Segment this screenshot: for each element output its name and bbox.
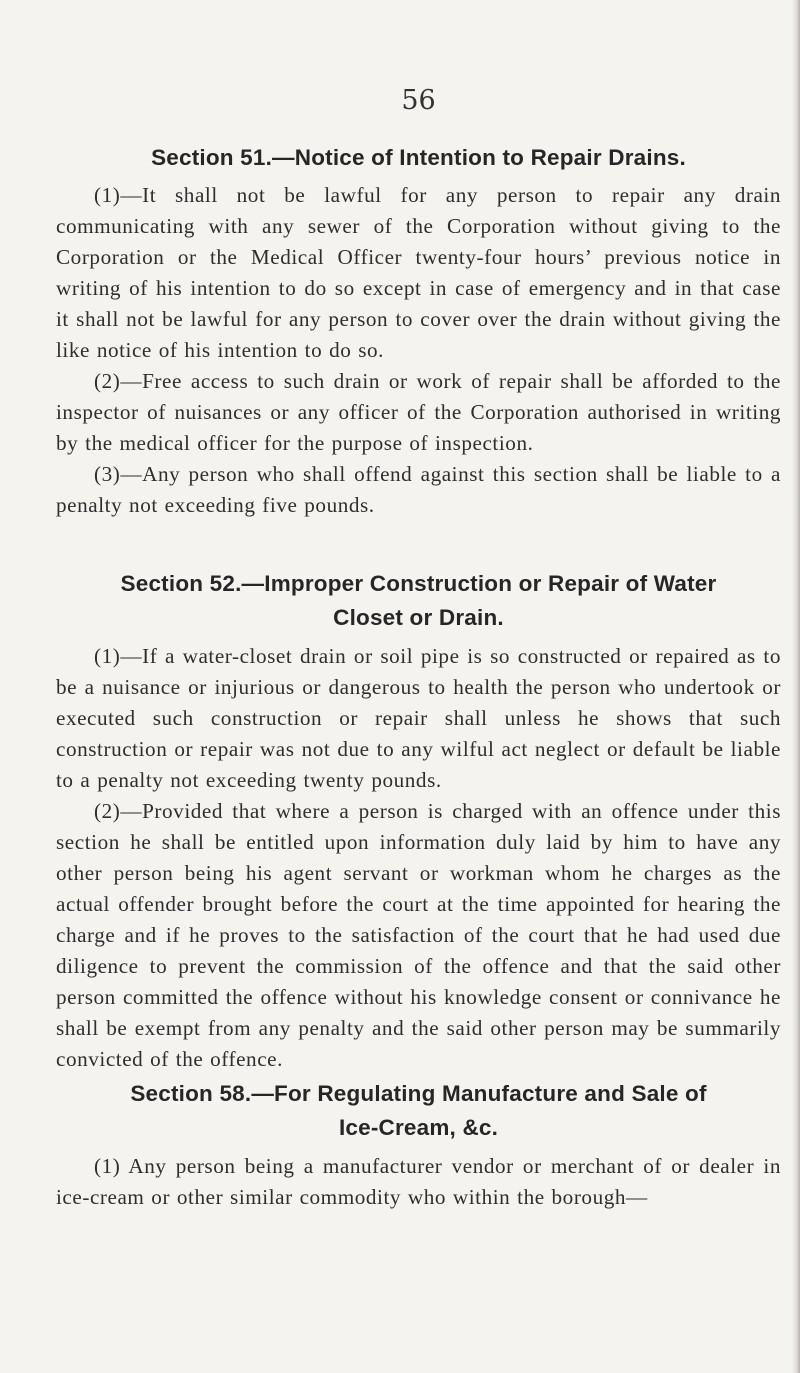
section-52-paragraph-2: (2)—Provided that where a person is charged with an offence under this section he shall be entitled upon information duly laid by him to have any other person being his agent servant or workman whom he charges as the actual offender brought before the court at the time appointed for hearing the charge and if he proves to the satisfaction of the court that he had used due diligence to prevent the commission of the offence and that the said other person committed the offence without his knowledge consent or connivance he shall be exempt from any penalty and the said other person may be summarily convicted of the offence.	[56, 799, 781, 1071]
section-51-paragraph-3: (3)—Any person who shall offend against this section shall be liable to a penalty not exceeding five pounds.	[56, 462, 781, 517]
section-58	[56, 1077, 781, 1213]
section-52-heading	[56, 567, 781, 635]
section-58-heading-line-2: Ice-Cream, &c.	[338, 1115, 499, 1140]
section-52	[56, 567, 781, 1075]
section-52-heading-line-2: Closet or Drain.	[333, 605, 504, 630]
section-51	[56, 141, 781, 521]
section-58-paragraph-1: (1) Any person being a manufacturer vendor or merchant of or dealer in ice-cream or other similar commodity who within the borough—	[56, 1154, 781, 1209]
section-51-paragraph-2: (2)—Free access to such drain or work of repair shall be afforded to the inspector of nuisances or any officer of the Corporation authorised in writing by the medical officer for the purpose of inspection.	[56, 369, 781, 455]
section-51-paragraph-1: (1)—It shall not be lawful for any person to repair any drain communicating with any sewer of the Corporation without giving to the Corporation or the Medical Officer twenty-four hours’ previous notice in writing of his intention to do so except in case of emergency and in that case it shall not be lawful for any person to cover over the drain without giving the like notice of his intention to do so.	[56, 183, 781, 362]
page-edge-shadow	[792, 0, 800, 1373]
section-51-heading: Section 51.—Notice of Intention to Repair Drains.	[151, 145, 686, 170]
section-52-heading-line-1: Section 52.—Improper Construction or Repair of Water	[120, 571, 717, 596]
section-58-heading-line-1: Section 58.—For Regulating Manufacture and Sale of	[130, 1081, 707, 1106]
section-58-heading	[56, 1077, 781, 1145]
page-number: 56	[401, 85, 436, 116]
section-52-paragraph-1: (1)—If a water-closet drain or soil pipe is so constructed or repaired as to be a nuisance or injurious or dangerous to health the person who undertook or executed such construction or repair shall unless he shows that such construction or repair was not due to any wilful act neglect or default be liable to a penalty not exceeding twenty pounds.	[56, 644, 781, 792]
